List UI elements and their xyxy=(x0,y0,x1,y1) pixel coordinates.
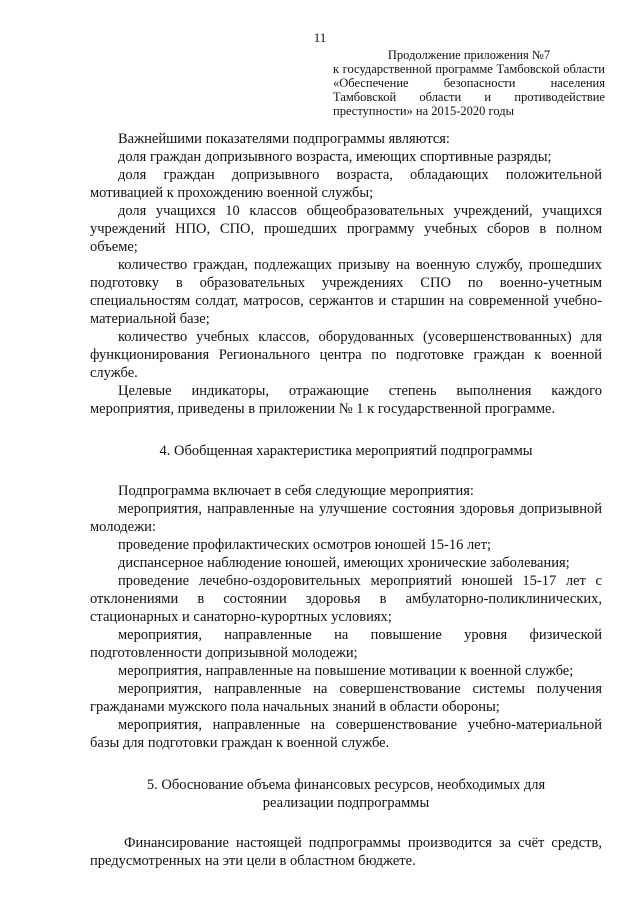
section-5-heading-line: реализации подпрограммы xyxy=(262,795,430,811)
paragraph: мероприятия, направленные на повышение уровня физической подготовленности допризывной молодежи; xyxy=(90,627,602,661)
paragraph: диспансерное наблюдение юношей, имеющих хронические заболевания; xyxy=(118,555,570,571)
appendix-header xyxy=(333,48,605,118)
paragraph: мероприятия, направленные на совершенствование учебно-материальной базы для подготовки граждан к военной службе. xyxy=(90,717,602,751)
indicators-section xyxy=(90,130,602,418)
document-body xyxy=(90,130,602,870)
paragraph: Финансирование настоящей подпрограммы производится за счёт средств, предусмотренных на эти цели в областном бюджете. xyxy=(90,835,602,869)
section-4-body xyxy=(90,482,602,752)
paragraph: мероприятия, направленные на совершенствование системы получения гражданами мужского пола начальных знаний в области обороны; xyxy=(90,681,602,715)
section-4-heading: 4. Обобщенная характеристика мероприятий подпрограммы xyxy=(159,443,533,459)
paragraph: Подпрограмма включает в себя следующие мероприятия: xyxy=(118,483,474,499)
paragraph: Целевые индикаторы, отражающие степень выполнения каждого мероприятия, приведены в приложении № 1 к государственной программе. xyxy=(90,383,602,417)
paragraph: количество граждан, подлежащих призыву на военную службу, прошедших подготовку в образовательных учреждениях СПО по военно-учетным специальностям солдат, матросов, сержантов и старшин на современной учебно-материальной базе; xyxy=(90,257,602,327)
page-number: 11 xyxy=(313,30,327,45)
paragraph: проведение профилактических осмотров юношей 15-16 лет; xyxy=(118,537,491,553)
paragraph: мероприятия, направленные на улучшение состояния здоровья допризывной молодежи: xyxy=(90,501,602,535)
appendix-header-title: Продолжение приложения №7 xyxy=(387,48,551,62)
appendix-header-body: к государственной программе Тамбовской области «Обеспечение безопасности населения Тамбовской области и противодействие преступности» на 2015-2020 годы xyxy=(333,62,605,118)
section-5-heading-line: 5. Обоснование объема финансовых ресурсов, необходимых для xyxy=(146,777,546,793)
paragraph: доля граждан допризывного возраста, имеющих спортивные разряды; xyxy=(118,149,552,165)
paragraph: проведение лечебно-оздоровительных мероприятий юношей 15-17 лет с отклонениями в состоянии здоровья в амбулаторно-поликлинических, стационарных и санаторно-курортных условиях; xyxy=(90,573,602,625)
paragraph: мероприятия, направленные на повышение мотивации к военной службе; xyxy=(118,663,574,679)
section-5-heading xyxy=(90,776,602,812)
paragraph: количество учебных классов, оборудованных (усовершенствованных) для функционирования Регионального центра по подготовке граждан к военной службе. xyxy=(90,329,602,381)
paragraph: доля граждан допризывного возраста, обладающих положительной мотивацией к прохождению военной службы; xyxy=(90,167,602,201)
paragraph: доля учащихся 10 классов общеобразовательных учреждений, учащихся учреждений НПО, СПО, прошедших программу учебных сборов в полном объеме; xyxy=(90,203,602,255)
paragraph: Важнейшими показателями подпрограммы являются: xyxy=(118,131,450,147)
